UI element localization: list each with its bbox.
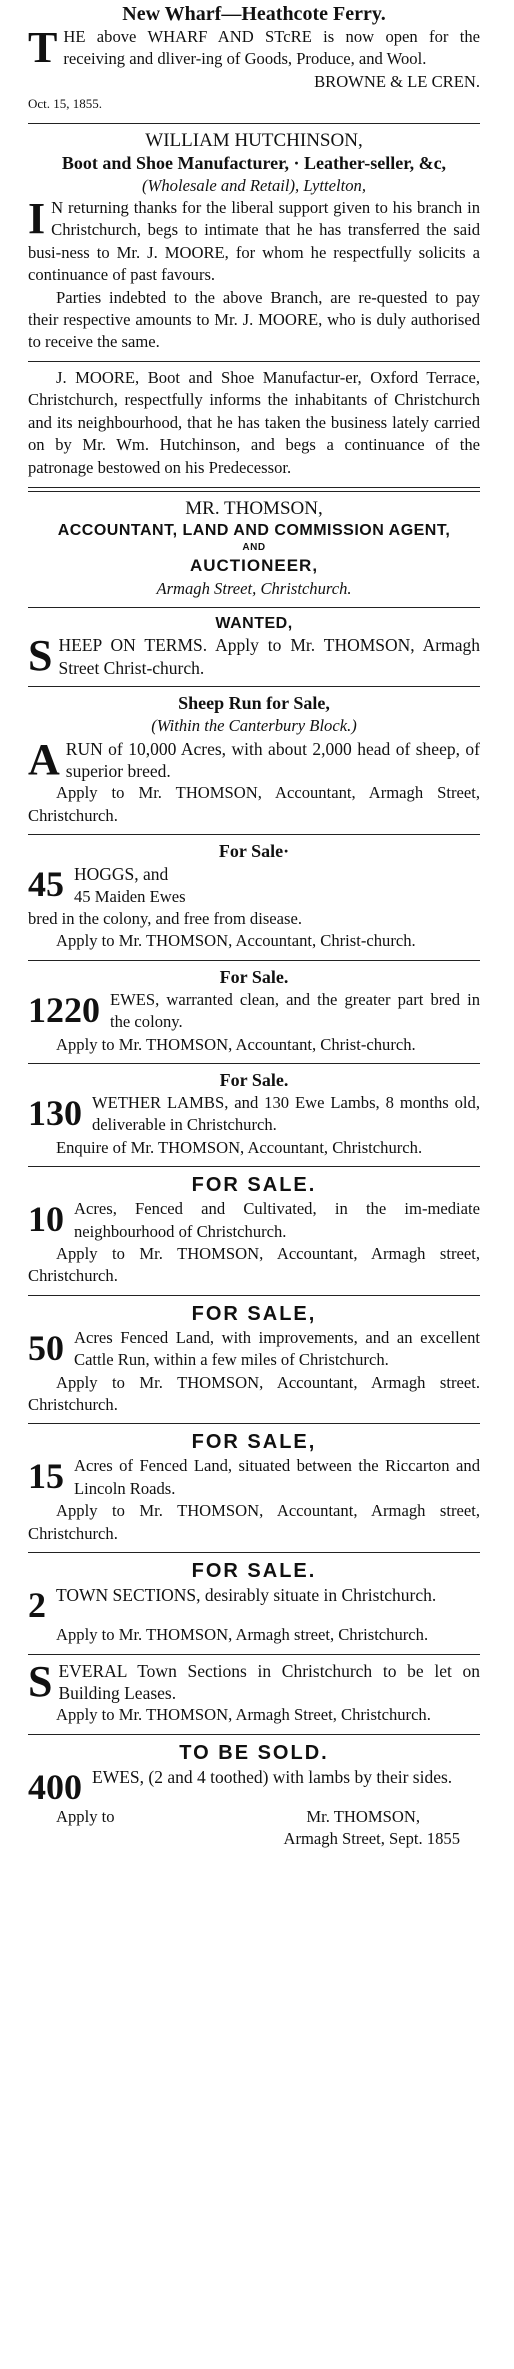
acres-15-number: 15 bbox=[28, 1456, 64, 1497]
town-sections-advertisement bbox=[28, 1556, 480, 1651]
hutchinson-subtitle: (Wholesale and Retail), Lyttelton, bbox=[142, 175, 366, 195]
advertisement-column bbox=[28, 0, 480, 1856]
hoggs-line-3: bred in the colony, and free from disease. bbox=[28, 908, 302, 928]
sheep-run-advertisement bbox=[28, 690, 480, 832]
ferry-body: HE above WHARF AND STcRE is now open for the receiving and dliver-ing of Goods, Produce, and Wool. bbox=[63, 27, 480, 69]
lambs-heading: For Sale. bbox=[219, 1070, 289, 1090]
lambs-body: WETHER LAMBS, and 130 Ewe Lambs, 8 months old, deliverable in Christchurch. bbox=[92, 1093, 480, 1135]
divider bbox=[28, 1734, 480, 1735]
hoggs-line-1: HOGGS, and bbox=[74, 864, 169, 885]
acres-50-apply: Apply to Mr. THOMSON, Accountant, Armagh street. Christchurch. bbox=[28, 1372, 480, 1415]
hoggs-number: 45 bbox=[28, 864, 64, 905]
ferry-date: Oct. 15, 1855. bbox=[28, 96, 103, 112]
sheep-run-apply: Apply to Mr. THOMSON, Accountant, Armagh Street, Christchurch. bbox=[28, 783, 480, 825]
sheep-run-body: RUN of 10,000 Acres, with about 2,000 head of sheep, of superior breed. bbox=[65, 738, 480, 781]
wanted-dropcap: S bbox=[28, 631, 53, 681]
divider bbox=[28, 361, 480, 362]
to-be-sold-number: 400 bbox=[28, 1766, 82, 1807]
divider bbox=[28, 1552, 480, 1553]
ewes-heading: For Sale. bbox=[219, 966, 289, 987]
ewes-apply: Apply to Mr. THOMSON, Accountant, Christ-church. bbox=[56, 1034, 416, 1054]
divider bbox=[28, 686, 480, 687]
town-sections-number: 2 bbox=[28, 1585, 46, 1626]
sheep-run-dropcap: A bbox=[28, 734, 60, 784]
divider bbox=[28, 487, 480, 492]
ferry-title: New Wharf—Heathcote Ferry. bbox=[122, 3, 386, 25]
thomson-address: Armagh Street, Christchurch. bbox=[156, 578, 352, 598]
lambs-advertisement bbox=[28, 1067, 480, 1164]
hutchinson-name: WILLIAM HUTCHINSON, bbox=[145, 129, 363, 151]
to-be-sold-apply-row bbox=[28, 1806, 480, 1828]
thomson-title: ACCOUNTANT, LAND AND COMMISSION AGENT, bbox=[57, 521, 451, 539]
divider bbox=[28, 834, 480, 835]
acres-50-body: Acres Fenced Land, with improvements, and an excellent Cattle Run, within a few miles of Christchurch. bbox=[74, 1327, 480, 1370]
ewes-body: EWES, warranted clean, and the greater part bred in the colony. bbox=[110, 989, 480, 1032]
to-be-sold-address: Armagh Street, Sept. 1855 bbox=[283, 1829, 460, 1849]
hoggs-apply: Apply to Mr. THOMSON, Accountant, Christ-church. bbox=[56, 931, 416, 951]
several-sections-body: EVERAL Town Sections in Christchurch to be let on Building Leases. bbox=[58, 1660, 480, 1703]
acres-50-advertisement bbox=[28, 1299, 480, 1422]
ferry-dropcap: T bbox=[28, 23, 58, 72]
to-be-sold-apply-name: Mr. THOMSON, bbox=[306, 1806, 420, 1826]
hutchinson-advertisement bbox=[28, 127, 480, 359]
several-sections-dropcap: S bbox=[28, 1656, 53, 1706]
town-sections-body: TOWN SECTIONS, desirably situate in Christchurch. bbox=[56, 1585, 437, 1606]
acres-10-body: Acres, Fenced and Cultivated, in the im-mediate neighbourhood of Christchurch. bbox=[74, 1199, 480, 1241]
acres-10-advertisement bbox=[28, 1170, 480, 1293]
lambs-apply: Enquire of Mr. THOMSON, Accountant, Christchurch. bbox=[56, 1137, 423, 1157]
hutchinson-paragraph-1: N returning thanks for the liberal support given to his branch in Christchurch, begs to intimate that he has transferred the said busi-ness to Mr. J. MOORE, for whom he respectfully solicits a continuance of past favours. bbox=[28, 198, 480, 285]
hoggs-line-2: 45 Maiden Ewes bbox=[74, 886, 186, 906]
thomson-and: AND bbox=[242, 541, 266, 553]
thomson-auctioneer: AUCTIONEER, bbox=[189, 555, 319, 575]
acres-15-body: Acres of Fenced Land, situated between the Riccarton and Lincoln Roads. bbox=[74, 1456, 480, 1498]
ferry-advertisement bbox=[28, 0, 480, 121]
acres-10-heading: FOR SALE. bbox=[191, 1174, 317, 1197]
sheep-run-subtitle: (Within the Canterbury Block.) bbox=[151, 716, 357, 736]
divider bbox=[28, 607, 480, 608]
to-be-sold-advertisement bbox=[28, 1738, 480, 1856]
hoggs-heading: For Sale· bbox=[218, 841, 290, 862]
hutchinson-dropcap: I bbox=[28, 194, 46, 244]
several-sections-advertisement bbox=[28, 1658, 480, 1732]
thomson-advertisement bbox=[28, 495, 480, 605]
lambs-number: 130 bbox=[28, 1093, 82, 1133]
acres-15-advertisement bbox=[28, 1427, 480, 1550]
moore-advertisement bbox=[28, 365, 480, 484]
to-be-sold-heading: TO BE SOLD. bbox=[179, 1741, 329, 1764]
town-sections-heading: FOR SALE. bbox=[191, 1560, 317, 1583]
wanted-body: HEEP ON TERMS. Apply to Mr. THOMSON, Armagh Street Christ-church. bbox=[58, 635, 480, 678]
moore-paragraph: J. MOORE, Boot and Shoe Manufactur-er, Oxford Terrace, Christchurch, respectfully informs the inhabitants of Christchurch and its neighbourhood, that he has taken the business lately carried on by Mr. Wm. Hutchinson, and begs a continuance of the patronage bestowed on his Predecessor. bbox=[28, 367, 480, 477]
to-be-sold-apply-label: Apply to bbox=[56, 1806, 115, 1826]
hutchinson-trade: Boot and Shoe Manufacturer, · Leather-seller, &c, bbox=[61, 152, 447, 173]
divider bbox=[28, 123, 480, 124]
acres-15-heading: FOR SALE, bbox=[191, 1431, 317, 1454]
ewes-number: 1220 bbox=[28, 989, 100, 1030]
ferry-signature: BROWNE & LE CREN. bbox=[314, 71, 480, 91]
divider bbox=[28, 960, 480, 961]
town-sections-apply: Apply to Mr. THOMSON, Armagh street, Christchurch. bbox=[56, 1625, 429, 1645]
divider bbox=[28, 1295, 480, 1296]
acres-10-apply: Apply to Mr. THOMSON, Accountant, Armagh street, Christchurch. bbox=[28, 1244, 480, 1286]
divider bbox=[28, 1166, 480, 1167]
several-sections-apply: Apply to Mr. THOMSON, Armagh Street, Christchurch. bbox=[56, 1705, 431, 1725]
hoggs-advertisement bbox=[28, 838, 480, 958]
acres-50-number: 50 bbox=[28, 1327, 64, 1368]
wanted-advertisement bbox=[28, 611, 480, 684]
hutchinson-paragraph-2: Parties indebted to the above Branch, are re-quested to pay their respective amounts to Mr. J. MOORE, who is duly authorised to receive the same. bbox=[28, 287, 480, 352]
acres-50-heading: FOR SALE, bbox=[191, 1302, 317, 1325]
divider bbox=[28, 1423, 480, 1424]
acres-10-number: 10 bbox=[28, 1199, 64, 1240]
to-be-sold-body: EWES, (2 and 4 toothed) with lambs by their sides. bbox=[92, 1766, 453, 1787]
wanted-heading: WANTED, bbox=[215, 615, 293, 633]
sheep-run-heading: Sheep Run for Sale, bbox=[178, 693, 330, 714]
thomson-name: MR. THOMSON, bbox=[185, 497, 323, 519]
divider bbox=[28, 1654, 480, 1655]
acres-15-apply: Apply to Mr. THOMSON, Accountant, Armagh street, Christchurch. bbox=[28, 1501, 480, 1543]
divider bbox=[28, 1063, 480, 1064]
ewes-advertisement bbox=[28, 964, 480, 1061]
